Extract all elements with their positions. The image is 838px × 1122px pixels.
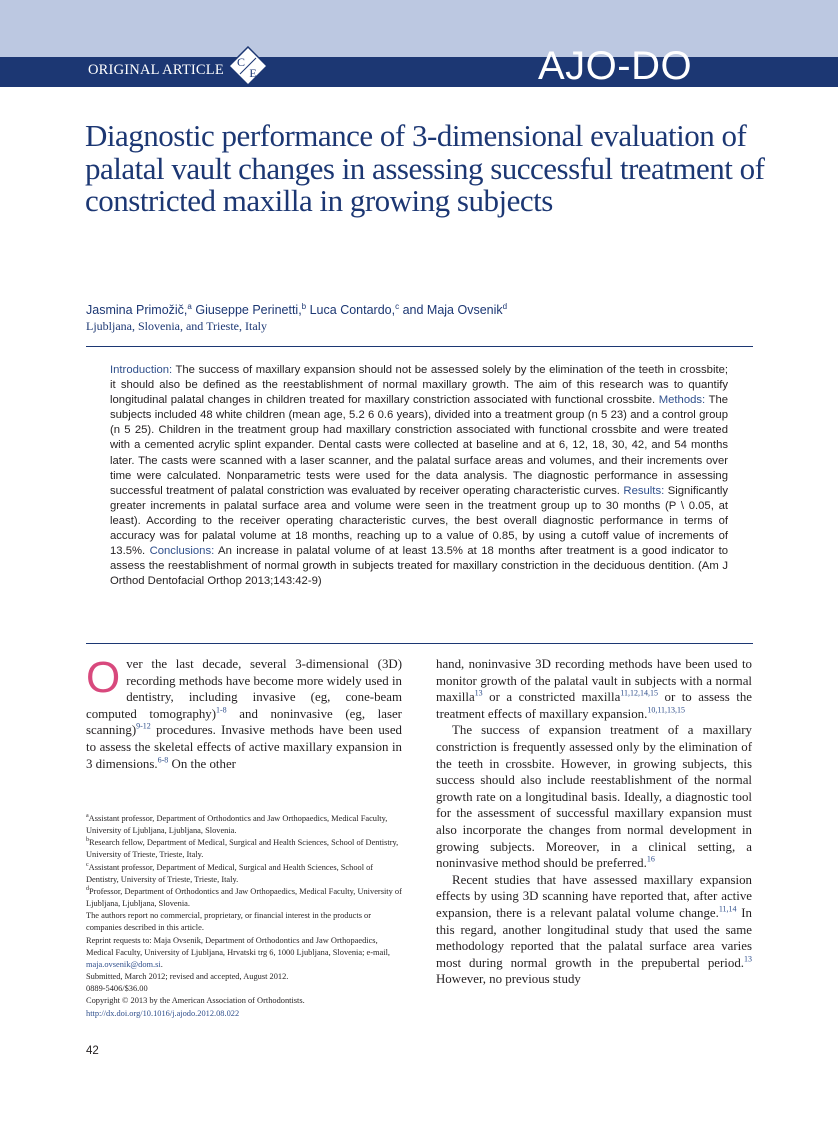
abstract-methods-label: Methods: — [658, 394, 706, 407]
abstract-top-rule — [86, 346, 753, 347]
copyright: Copyright © 2013 by the American Association of Orthodontists. — [86, 996, 305, 1006]
body-text: Recent studies that have assessed maxillary expansion effects by using 3D scanning have reported that, after active expansion, there is a relevant palatal volume change. — [436, 872, 752, 920]
submission-dates: Submitted, March 2012; revised and accepted, August 2012. — [86, 972, 289, 982]
body-paragraph — [436, 722, 752, 871]
article-title: Diagnostic performance of 3-dimensional evaluation of palatal vault changes in assessing successful treatment of constricted maxilla in growing subjects — [85, 118, 765, 218]
body-paragraph — [436, 656, 752, 722]
issn: 0889-5406/$36.00 — [86, 984, 148, 994]
author-name: Jasmina Primožič, — [86, 303, 188, 318]
body-paragraph — [436, 872, 752, 988]
citation-link[interactable]: 11,12,14,15 — [620, 688, 659, 698]
author-mark: d — [502, 302, 508, 311]
citation-link[interactable]: 10,11,13,15 — [647, 705, 686, 715]
drop-cap: O — [86, 653, 121, 702]
citation-link[interactable]: 13 — [744, 954, 752, 964]
author-name: Luca Contardo, — [309, 303, 396, 318]
body-column-left — [86, 653, 402, 772]
footnote-a — [86, 813, 404, 837]
body-text: hand, noninvasive 3D recording methods have been used to monitor growth of the palatal vault in subjects with a normal maxilla — [436, 657, 752, 705]
footnote-c — [86, 862, 404, 886]
affiliation: Ljubljana, Slovenia, and Trieste, Italy — [86, 319, 267, 333]
footnote-text: Assistant professor, Department of Medical, Surgical and Health Sciences, School of Dentistry, University of Trieste, Trieste, Italy. — [86, 862, 374, 884]
author-mark: b — [301, 302, 307, 311]
reprint-requests — [86, 935, 404, 971]
abstract-results-label: Results: — [623, 484, 665, 497]
author-mark: a — [187, 302, 192, 311]
body-text: On the other — [168, 756, 236, 771]
abstract-results-text: Significantly greater increments in palatal surface area and volume were seen in the treatment group up to 30 months (P \ 0.05, at least). According to the receiver operating characteristic curves, the best overall diagnostic performance in terms of accuracy was for palatal volume at 18 months, reaching up to a value of 0.85, by using a cutoff value of increments of 13.5%. — [110, 484, 729, 558]
citation-link[interactable]: 13 — [474, 688, 483, 698]
header-band-light — [0, 0, 838, 57]
abstract-conclusions-text: An increase in palatal volume of at least 13.5% at 18 months after treatment is a good indicator to assess the reestablishment of normal growth in subjects treated for maxillary constriction in the deciduous dentition. (Am J Orthod Dentofacial Orthop 2013;143:42-9) — [110, 545, 729, 588]
footnote-mark: a — [86, 813, 89, 820]
abstract-intro-label: Introduction: — [110, 364, 173, 376]
footnote-text: Assistant professor, Department of Orthodontics and Jaw Orthopaedics, Medical Faculty, University of Ljubljana, Ljubljana, Slovenia. — [86, 814, 388, 836]
page-number: 42 — [86, 1045, 99, 1057]
abstract-bottom-rule — [86, 643, 753, 644]
author-list — [86, 302, 766, 317]
author-name: Giuseppe Perinetti, — [195, 303, 302, 318]
body-text: However, no previous study — [436, 972, 581, 987]
ce-badge-letter-c: C — [236, 55, 246, 69]
footnote-mark: c — [86, 861, 89, 868]
ce-badge-letter-e: E — [249, 66, 257, 80]
footnote-text: Research fellow, Department of Medical, Surgical and Health Sciences, School of Dentistry, University of Trieste, Trieste, Italy. — [86, 838, 399, 860]
body-text: or a constricted maxilla — [482, 690, 621, 705]
body-text: and noninvasive (eg, laser scanning) — [86, 706, 402, 738]
author-mark: c — [395, 302, 400, 311]
citation-link[interactable]: 11,14 — [718, 904, 737, 914]
footnotes — [86, 813, 404, 1020]
body-text: procedures. Invasive methods have been used to assess the skeletal effects of active maxillary expansion in 3 dimensions. — [86, 723, 402, 771]
body-text: In this regard, another longitudinal study that used the same methodology reported that the palatal surface area varies most during normal growth in the prepubertal period. — [436, 905, 752, 970]
body-text: or to assess the treatment effects of maxillary expansion. — [436, 690, 752, 721]
footnote-b — [86, 837, 404, 861]
abstract-conclusions-label: Conclusions: — [149, 545, 215, 558]
reprint-text: . — [160, 959, 163, 969]
email-link[interactable]: maja.ovsenik@dom.si — [86, 959, 161, 969]
author-name: and Maja Ovsenik — [402, 303, 503, 318]
ce-badge-icon — [228, 46, 268, 86]
body-column-right — [436, 656, 752, 988]
reprint-text: Reprint requests to: Maja Ovsenik, Department of Orthodontics and Jaw Orthopaedics, Medical Faculty, University of Ljubljana, Hrvatski trg 6, 1000 Ljubljana, Slovenia; e-mail, — [86, 935, 390, 957]
section-label: ORIGINAL ARTICLE — [88, 62, 224, 78]
footnote-mark: d — [86, 886, 89, 893]
body-text: The success of expansion treatment of a maxillary constriction is frequently assessed only by the elimination of the teeth in crossbite. However, in growing subjects, this success should also include reestablishment of the normal growth rate on a longitudinal basis. Ideally, a diagnostic tool for the assessment of successful maxillary expansion must also incorporate the changes from normal development in growing subjects. Moreover, in a clinical setting, a noninvasive method should be preferred. — [436, 723, 752, 871]
abstract-intro-text: The success of maxillary expansion should not be assessed solely by the elimination of the teeth in crossbite; it should also be defined as the reestablishment of normal maxillary growth. The aim of this research was to quantify longitudinal palatal changes in children treated for maxillary constriction associated with functional crossbite. — [110, 364, 729, 407]
citation-link[interactable]: 6-8 — [157, 755, 169, 765]
body-text: ver the last decade, several 3-dimensional (3D) recording methods have become more widely used in dentistry, including invasive (eg, cone-beam computed tomography) — [86, 657, 402, 721]
citation-link[interactable]: 16 — [646, 854, 655, 864]
journal-logo: AJO-DO — [538, 44, 693, 88]
disclosure: The authors report no commercial, proprietary, or financial interest in the products or companies described in this article. — [86, 911, 372, 933]
abstract-methods-text: The subjects included 48 white children (mean age, 5.2 6 0.6 years), divided into a treatment group (n 5 23) and a control group (n 5 25). Children in the treatment group had maxillary constriction associated with functional crossbite and were treated with a cemented acrylic splint expander. Dental casts were collected at baseline and at 6, 12, 18, 30, 42, and 54 months later. The casts were scanned with a laser scanner, and the palatal surface areas and volumes, and their increments over time were calculated. Nonparametric tests were used for the data analysis. The diagnostic performance in assessing successful treatment of palatal constriction was evaluated by receiver operating characteristic curves. — [110, 394, 729, 497]
citation-link[interactable]: 9-12 — [136, 722, 151, 732]
footnote-mark: b — [86, 837, 89, 844]
body-paragraph — [86, 653, 402, 772]
doi-link[interactable]: http://dx.doi.org/10.1016/j.ajodo.2012.08.022 — [86, 1008, 240, 1018]
citation-link[interactable]: 1-8 — [216, 705, 227, 715]
abstract — [110, 363, 728, 589]
footnote-text: Professor, Department of Orthodontics and Jaw Orthopaedics, Medical Faculty, University of Ljubljana, Ljubljana, Slovenia. — [86, 886, 402, 909]
footnote-d — [86, 886, 404, 910]
